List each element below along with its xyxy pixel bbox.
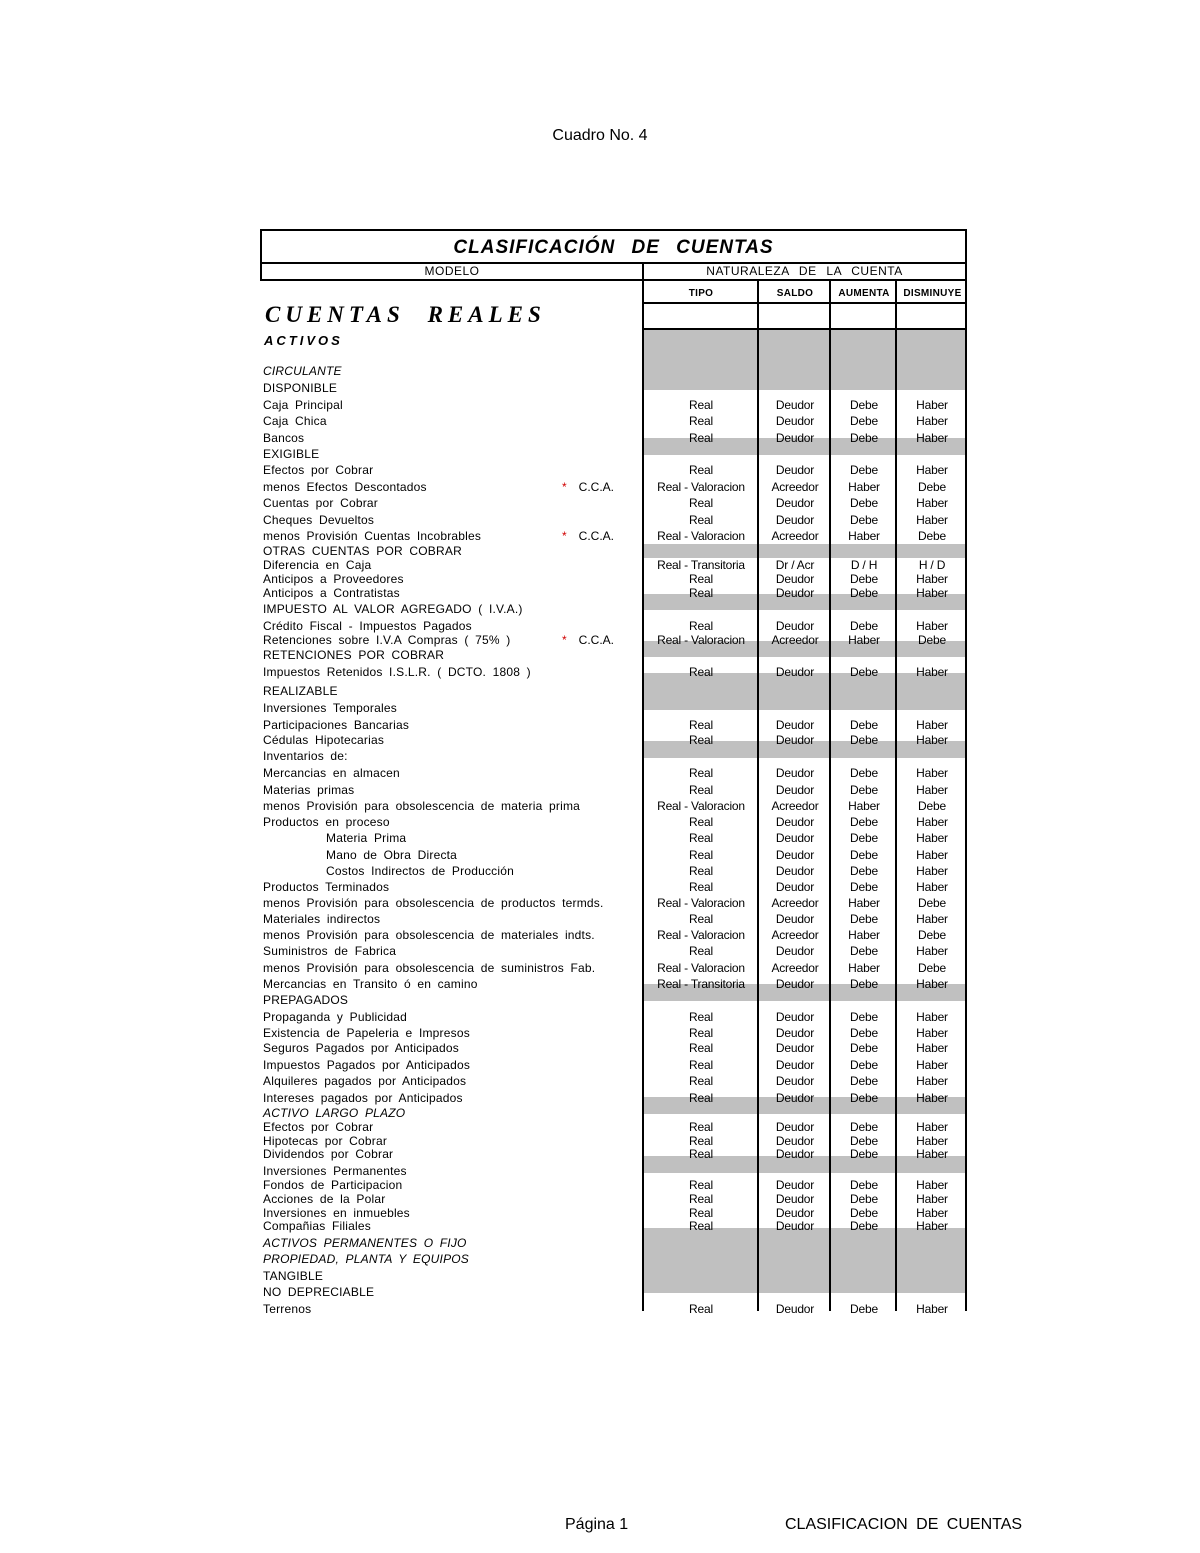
- cell-aumenta: Debe: [850, 414, 878, 428]
- col-header-tipo: TIPO: [688, 288, 714, 299]
- account-label: Productos en proceso: [263, 815, 390, 829]
- cell-disminuye: Haber: [916, 1091, 948, 1105]
- cell-saldo: Acreedor: [771, 480, 819, 494]
- section-cuentas-reales: CUENTAS REALES: [265, 302, 546, 327]
- cell-aumenta: Debe: [850, 880, 878, 894]
- grid-line: [642, 302, 967, 304]
- account-label: Intereses pagados por Anticipados: [263, 1091, 463, 1105]
- table-title: CLASIFICACIÓN DE CUENTAS: [453, 237, 774, 258]
- cell-tipo: Real - Transitoria: [657, 977, 745, 991]
- cell-aumenta: Debe: [850, 1120, 878, 1134]
- cell-disminuye: Haber: [916, 944, 948, 958]
- cell-disminuye: Haber: [916, 463, 948, 477]
- account-label: Productos Terminados: [263, 880, 390, 894]
- cell-saldo: Deudor: [775, 1134, 815, 1148]
- cell-saldo: Deudor: [775, 1147, 815, 1161]
- cell-disminuye: Haber: [916, 1010, 948, 1024]
- cell-aumenta: Haber: [848, 480, 880, 494]
- asterisk-icon: *: [562, 633, 567, 647]
- account-label: Efectos por Cobrar: [263, 1120, 374, 1134]
- cell-disminuye: Haber: [916, 1206, 948, 1220]
- cell-aumenta: Debe: [850, 572, 878, 586]
- cell-aumenta: Debe: [850, 783, 878, 797]
- account-label: Mano de Obra Directa: [326, 848, 458, 862]
- cell-tipo: Real: [689, 431, 713, 445]
- cell-saldo: Deudor: [775, 831, 815, 845]
- cell-saldo: Deudor: [775, 1041, 815, 1055]
- cell-saldo: Deudor: [775, 513, 815, 527]
- cell-disminuye: Haber: [916, 766, 948, 780]
- account-label: RETENCIONES POR COBRAR: [263, 648, 445, 662]
- cell-aumenta: Debe: [850, 619, 878, 633]
- cell-disminuye: H / D: [918, 558, 946, 572]
- cell-saldo: Deudor: [775, 463, 815, 477]
- cca-note-text: C.C.A.: [578, 633, 615, 647]
- account-label: Costos Indirectos de Producción: [326, 864, 514, 878]
- account-label: Materia Prima: [326, 831, 407, 845]
- cell-saldo: Deudor: [775, 864, 815, 878]
- cell-disminuye: Haber: [916, 831, 948, 845]
- account-label: menos Provisión Cuentas Incobrables: [263, 529, 482, 543]
- account-label: Seguros Pagados por Anticipados: [263, 1041, 459, 1055]
- classification-table: [260, 229, 967, 1316]
- footer-page-number: Página 1: [565, 1516, 629, 1533]
- cell-disminuye: Haber: [916, 1120, 948, 1134]
- cell-aumenta: Debe: [850, 766, 878, 780]
- account-label: Existencia de Papeleria e Impresos: [263, 1026, 470, 1040]
- account-label: Anticipos a Contratistas: [263, 586, 400, 600]
- cell-saldo: Deudor: [775, 1206, 815, 1220]
- account-label: Hipotecas por Cobrar: [263, 1134, 388, 1148]
- cell-aumenta: Debe: [850, 398, 878, 412]
- cell-saldo: Deudor: [775, 431, 815, 445]
- cell-saldo: Deudor: [775, 586, 815, 600]
- cell-aumenta: Debe: [850, 1091, 878, 1105]
- account-label: Impuestos Pagados por Anticipados: [263, 1058, 471, 1072]
- cell-saldo: Acreedor: [771, 961, 819, 975]
- cca-note-text: C.C.A.: [578, 480, 615, 494]
- account-label: Cuentas por Cobrar: [263, 496, 378, 510]
- cell-saldo: Deudor: [775, 1026, 815, 1040]
- cell-tipo: Real: [689, 1041, 713, 1055]
- account-label: Terrenos: [263, 1302, 312, 1316]
- footer-title: CLASIFICACION DE CUENTAS: [785, 1516, 1023, 1533]
- cell-tipo: Real: [689, 1074, 713, 1088]
- account-label: Propaganda y Publicidad: [263, 1010, 408, 1024]
- cell-tipo: Real - Valoracion: [657, 529, 745, 543]
- cell-tipo: Real: [689, 880, 713, 894]
- cell-aumenta: Debe: [850, 977, 878, 991]
- shade-band: [644, 544, 965, 558]
- cell-disminuye: Haber: [916, 977, 948, 991]
- cell-saldo: Deudor: [775, 718, 815, 732]
- cell-disminuye: Haber: [916, 414, 948, 428]
- cell-disminuye: Haber: [916, 1302, 948, 1316]
- account-label: Inventarios de:: [263, 749, 348, 763]
- cell-tipo: Real - Valoracion: [657, 633, 745, 647]
- account-label: Acciones de la Polar: [263, 1192, 386, 1206]
- account-label: Alquileres pagados por Anticipados: [263, 1074, 467, 1088]
- cell-saldo: Deudor: [775, 1120, 815, 1134]
- account-label: Efectos por Cobrar: [263, 463, 374, 477]
- cca-note-text: C.C.A.: [578, 529, 615, 543]
- cell-tipo: Real: [689, 1058, 713, 1072]
- cell-tipo: Real: [689, 1206, 713, 1220]
- title-box: [260, 229, 967, 264]
- cell-disminuye: Haber: [916, 1134, 948, 1148]
- cell-aumenta: Debe: [850, 944, 878, 958]
- account-label: Materiales indirectos: [263, 912, 381, 926]
- account-label: Dividendos por Cobrar: [263, 1147, 394, 1161]
- cell-aumenta: Haber: [848, 896, 880, 910]
- cell-aumenta: Debe: [850, 1026, 878, 1040]
- account-label: menos Provisión para obsolescencia de materia prima: [263, 799, 581, 813]
- cell-disminuye: Haber: [916, 586, 948, 600]
- account-label: menos Efectos Descontados: [263, 480, 427, 494]
- cell-aumenta: Debe: [850, 733, 878, 747]
- cell-tipo: Real: [689, 815, 713, 829]
- cell-tipo: Real: [689, 718, 713, 732]
- account-label: Bancos: [263, 431, 305, 445]
- account-label: CIRCULANTE: [263, 364, 342, 378]
- cell-aumenta: Debe: [850, 1178, 878, 1192]
- account-label: NO DEPRECIABLE: [263, 1285, 375, 1299]
- modelo-label: MODELO: [424, 264, 480, 278]
- account-label: Materias primas: [263, 783, 355, 797]
- cell-saldo: Deudor: [775, 1192, 815, 1206]
- cell-aumenta: Debe: [850, 1074, 878, 1088]
- modelo-box: [260, 262, 644, 281]
- naturaleza-label: NATURALEZA DE LA CUENTA: [706, 264, 903, 278]
- cell-saldo: Deudor: [775, 496, 815, 510]
- account-label: Crédito Fiscal - Impuestos Pagados: [263, 619, 472, 633]
- cell-disminuye: Haber: [916, 1058, 948, 1072]
- account-label: Cheques Devueltos: [263, 513, 375, 527]
- col-header-disminuye: DISMINUYE: [903, 288, 962, 299]
- account-label: Caja Chica: [263, 414, 327, 428]
- account-label: Anticipos a Proveedores: [263, 572, 404, 586]
- cca-note: [562, 529, 614, 544]
- cell-saldo: Deudor: [775, 1058, 815, 1072]
- cell-saldo: Deudor: [775, 1074, 815, 1088]
- cell-tipo: Real: [689, 848, 713, 862]
- account-label: PROPIEDAD, PLANTA Y EQUIPOS: [263, 1252, 470, 1266]
- account-label: Retenciones sobre I.V.A Compras ( 75% ): [263, 633, 511, 647]
- shade-band: [644, 330, 965, 390]
- account-label: Inversiones Permanentes: [263, 1164, 407, 1178]
- cell-tipo: Real: [689, 1178, 713, 1192]
- cell-tipo: Real: [689, 398, 713, 412]
- cell-aumenta: Debe: [850, 1058, 878, 1072]
- account-label: Diferencia en Caja: [263, 558, 372, 572]
- cell-tipo: Real - Valoracion: [657, 480, 745, 494]
- cell-saldo: Deudor: [775, 572, 815, 586]
- cell-aumenta: Haber: [848, 928, 880, 942]
- account-label: OTRAS CUENTAS POR COBRAR: [263, 544, 462, 558]
- cell-aumenta: Debe: [850, 513, 878, 527]
- cell-aumenta: Debe: [850, 864, 878, 878]
- account-label: Cédulas Hipotecarias: [263, 733, 385, 747]
- cell-aumenta: Debe: [850, 1134, 878, 1148]
- cca-note: [562, 633, 614, 648]
- account-label: Mercancias en almacen: [263, 766, 400, 780]
- cell-tipo: Real: [689, 733, 713, 747]
- cell-disminuye: Haber: [916, 1026, 948, 1040]
- cell-disminuye: Haber: [916, 912, 948, 926]
- cell-disminuye: Haber: [916, 572, 948, 586]
- cell-saldo: Deudor: [775, 944, 815, 958]
- cell-disminuye: Debe: [918, 928, 946, 942]
- cell-aumenta: Debe: [850, 463, 878, 477]
- account-label: REALIZABLE: [263, 684, 338, 698]
- cell-disminuye: Haber: [916, 1074, 948, 1088]
- cell-aumenta: Debe: [850, 496, 878, 510]
- account-label: Impuestos Retenidos I.S.L.R. ( DCTO. 1808 ): [263, 665, 531, 679]
- cell-aumenta: Haber: [848, 529, 880, 543]
- cell-saldo: Acreedor: [771, 633, 819, 647]
- cell-tipo: Real - Transitoria: [657, 558, 745, 572]
- cell-tipo: Real: [689, 864, 713, 878]
- cell-saldo: Deudor: [775, 766, 815, 780]
- cell-tipo: Real - Valoracion: [657, 896, 745, 910]
- account-label: ACTIVO LARGO PLAZO: [263, 1106, 406, 1120]
- cell-disminuye: Haber: [916, 848, 948, 862]
- cell-aumenta: Debe: [850, 912, 878, 926]
- cell-disminuye: Haber: [916, 864, 948, 878]
- asterisk-icon: *: [562, 529, 567, 543]
- account-label: menos Provisión para obsolescencia de suministros Fab.: [263, 961, 596, 975]
- cell-tipo: Real: [689, 783, 713, 797]
- naturaleza-box: [642, 262, 967, 281]
- cell-aumenta: Haber: [848, 961, 880, 975]
- cell-saldo: Deudor: [775, 414, 815, 428]
- cell-tipo: Real: [689, 1302, 713, 1316]
- cell-saldo: Deudor: [775, 619, 815, 633]
- cell-disminuye: Haber: [916, 1219, 948, 1233]
- cell-tipo: Real: [689, 1192, 713, 1206]
- account-label: DISPONIBLE: [263, 381, 338, 395]
- cell-saldo: Deudor: [775, 1219, 815, 1233]
- cell-aumenta: Debe: [850, 431, 878, 445]
- account-label: ACTIVOS PERMANENTES O FIJO: [263, 1236, 467, 1250]
- cell-saldo: Deudor: [775, 1178, 815, 1192]
- cell-disminuye: Haber: [916, 431, 948, 445]
- cell-aumenta: Haber: [848, 633, 880, 647]
- account-label: menos Provisión para obsolescencia de productos termds.: [263, 896, 604, 910]
- cell-aumenta: Debe: [850, 1192, 878, 1206]
- cell-saldo: Deudor: [775, 880, 815, 894]
- cell-aumenta: Debe: [850, 1206, 878, 1220]
- asterisk-icon: *: [562, 480, 567, 494]
- cell-disminuye: Haber: [916, 815, 948, 829]
- cell-aumenta: Haber: [848, 799, 880, 813]
- cell-aumenta: Debe: [850, 586, 878, 600]
- cell-disminuye: Debe: [918, 799, 946, 813]
- cell-disminuye: Debe: [918, 480, 946, 494]
- cell-aumenta: Debe: [850, 718, 878, 732]
- cell-disminuye: Haber: [916, 718, 948, 732]
- cell-tipo: Real: [689, 1219, 713, 1233]
- cell-disminuye: Haber: [916, 733, 948, 747]
- cell-disminuye: Haber: [916, 513, 948, 527]
- cca-note: [562, 480, 614, 495]
- cell-aumenta: Debe: [850, 1147, 878, 1161]
- cell-tipo: Real: [689, 1091, 713, 1105]
- cell-saldo: Dr / Acr: [775, 558, 815, 572]
- cell-aumenta: Debe: [850, 815, 878, 829]
- cell-tipo: Real: [689, 513, 713, 527]
- cell-disminuye: Haber: [916, 880, 948, 894]
- col-header-saldo: SALDO: [776, 288, 814, 299]
- account-label: menos Provisión para obsolescencia de materiales indts.: [263, 928, 595, 942]
- cell-tipo: Real: [689, 586, 713, 600]
- account-label: TANGIBLE: [263, 1269, 324, 1283]
- cell-tipo: Real: [689, 496, 713, 510]
- cell-tipo: Real - Valoracion: [657, 799, 745, 813]
- cell-disminuye: Haber: [916, 1178, 948, 1192]
- cell-aumenta: Debe: [850, 1302, 878, 1316]
- cell-saldo: Acreedor: [771, 799, 819, 813]
- cell-disminuye: Haber: [916, 619, 948, 633]
- cell-tipo: Real: [689, 1134, 713, 1148]
- account-label: Participaciones Bancarias: [263, 718, 410, 732]
- account-label: Inversiones Temporales: [263, 701, 397, 715]
- cell-saldo: Deudor: [775, 815, 815, 829]
- cell-aumenta: Debe: [850, 1010, 878, 1024]
- cell-tipo: Real: [689, 1010, 713, 1024]
- account-label: EXIGIBLE: [263, 447, 320, 461]
- cell-disminuye: Haber: [916, 1192, 948, 1206]
- cell-disminuye: Haber: [916, 496, 948, 510]
- cell-aumenta: Debe: [850, 1219, 878, 1233]
- cell-tipo: Real: [689, 944, 713, 958]
- section-activos: ACTIVOS: [264, 333, 343, 348]
- cell-tipo: Real: [689, 665, 713, 679]
- cell-disminuye: Debe: [918, 961, 946, 975]
- cell-disminuye: Haber: [916, 1147, 948, 1161]
- cell-saldo: Deudor: [775, 1302, 815, 1316]
- account-label: Suministros de Fabrica: [263, 944, 397, 958]
- cell-disminuye: Debe: [918, 633, 946, 647]
- cell-saldo: Deudor: [775, 665, 815, 679]
- cell-tipo: Real: [689, 463, 713, 477]
- cell-tipo: Real: [689, 619, 713, 633]
- cell-tipo: Real: [689, 912, 713, 926]
- cell-saldo: Deudor: [775, 398, 815, 412]
- cell-saldo: Deudor: [775, 733, 815, 747]
- cell-disminuye: Haber: [916, 783, 948, 797]
- grid-line: [642, 328, 967, 330]
- col-header-aumenta: AUMENTA: [838, 288, 890, 299]
- cell-tipo: Real: [689, 572, 713, 586]
- shade-band: [644, 1228, 965, 1293]
- account-label: Compañias Filiales: [263, 1219, 371, 1233]
- account-label: IMPUESTO AL VALOR AGREGADO ( I.V.A.): [263, 602, 523, 616]
- cell-tipo: Real - Valoracion: [657, 961, 745, 975]
- account-label: PREPAGADOS: [263, 993, 349, 1007]
- account-label: Inversiones en inmuebles: [263, 1206, 410, 1220]
- cell-disminuye: Debe: [918, 529, 946, 543]
- cell-disminuye: Haber: [916, 665, 948, 679]
- cell-tipo: Real: [689, 1120, 713, 1134]
- cell-saldo: Deudor: [775, 1010, 815, 1024]
- account-label: Caja Principal: [263, 398, 343, 412]
- cell-saldo: Acreedor: [771, 896, 819, 910]
- cell-aumenta: Debe: [850, 665, 878, 679]
- cell-tipo: Real: [689, 766, 713, 780]
- cell-disminuye: Haber: [916, 1041, 948, 1055]
- cell-saldo: Deudor: [775, 1091, 815, 1105]
- cell-tipo: Real: [689, 831, 713, 845]
- cell-saldo: Acreedor: [771, 928, 819, 942]
- cell-saldo: Deudor: [775, 912, 815, 926]
- cuadro-number: Cuadro No. 4: [552, 127, 648, 144]
- cell-saldo: Acreedor: [771, 529, 819, 543]
- cell-tipo: Real - Valoracion: [657, 928, 745, 942]
- cell-saldo: Deudor: [775, 783, 815, 797]
- account-label: Mercancias en Transito ó en camino: [263, 977, 478, 991]
- cell-tipo: Real: [689, 1026, 713, 1040]
- cell-aumenta: Debe: [850, 848, 878, 862]
- cell-disminuye: Haber: [916, 398, 948, 412]
- cell-aumenta: D / H: [850, 558, 878, 572]
- cell-disminuye: Debe: [918, 896, 946, 910]
- cell-aumenta: Debe: [850, 831, 878, 845]
- cell-tipo: Real: [689, 1147, 713, 1161]
- account-label: Fondos de Participacion: [263, 1178, 403, 1192]
- cell-saldo: Deudor: [775, 848, 815, 862]
- cell-saldo: Deudor: [775, 977, 815, 991]
- cell-tipo: Real: [689, 414, 713, 428]
- cell-aumenta: Debe: [850, 1041, 878, 1055]
